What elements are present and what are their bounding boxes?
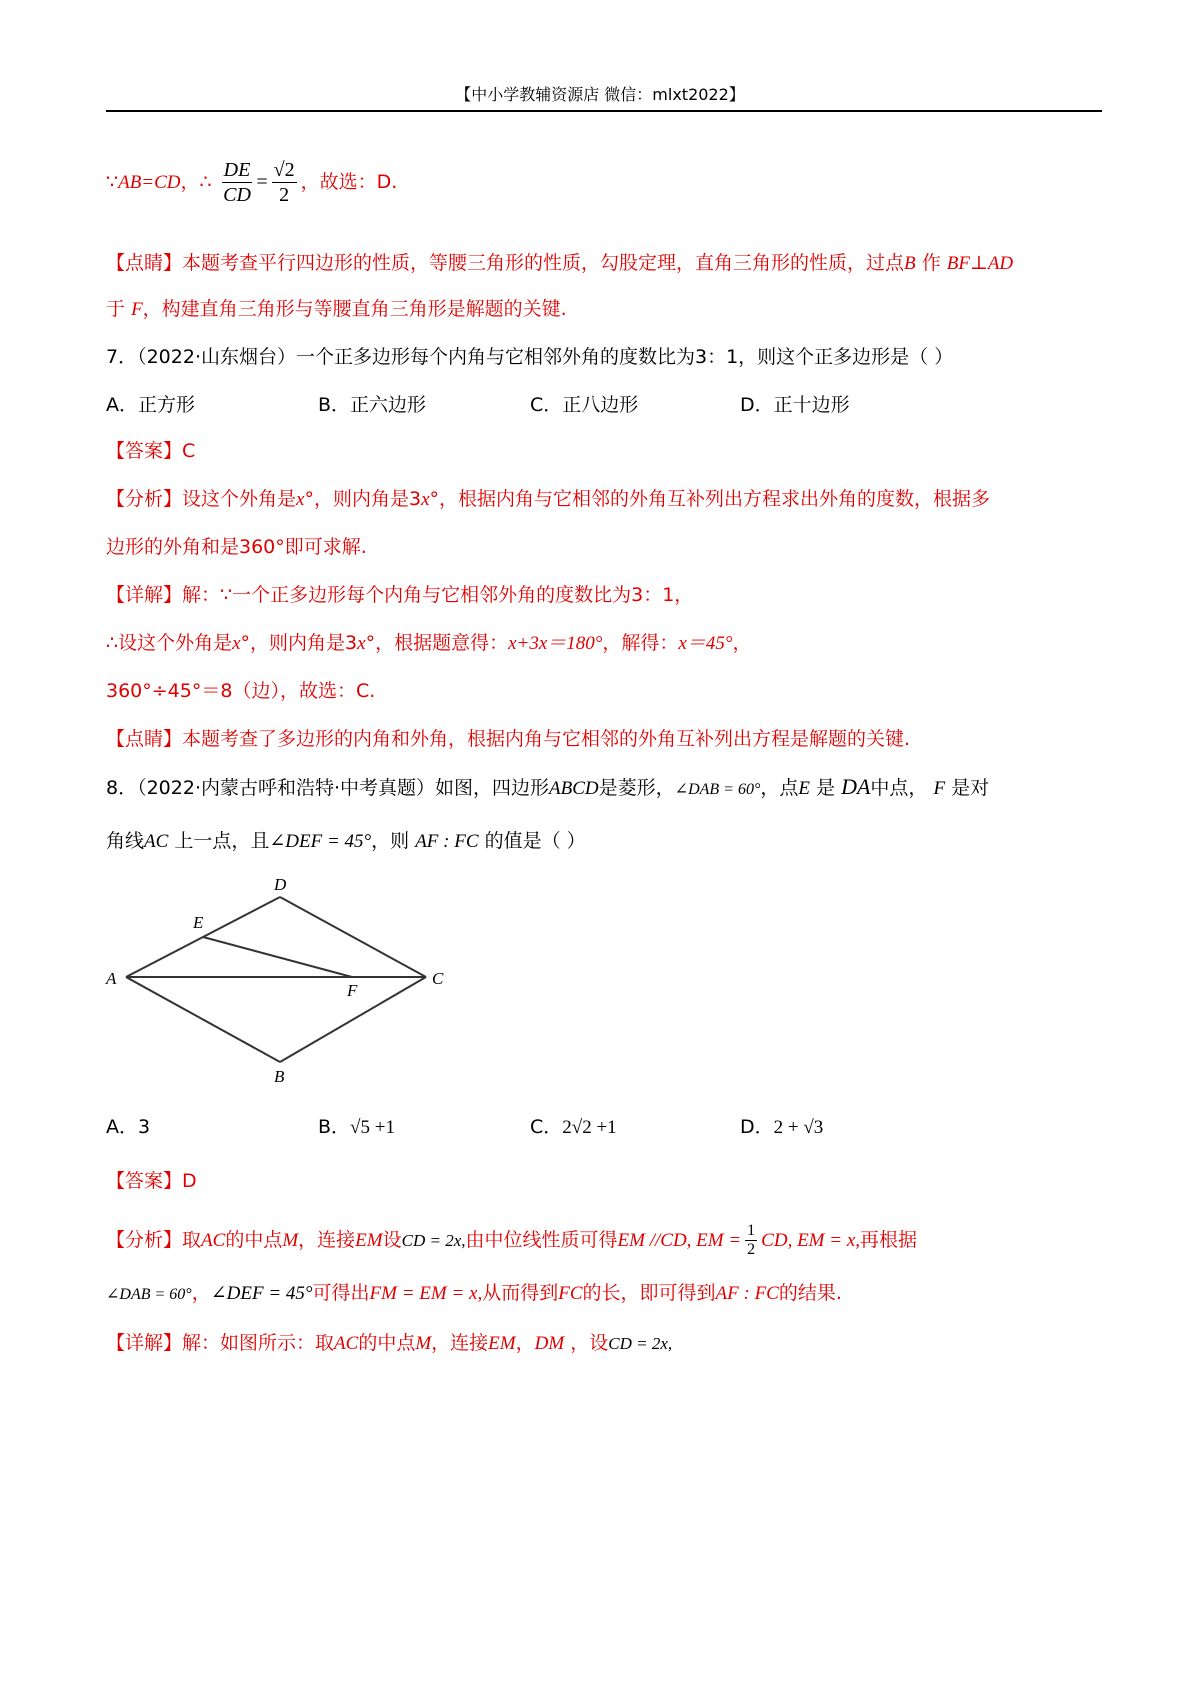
fraction-sqrt2-2 [272, 158, 297, 207]
analysis-text: ， [191, 1282, 211, 1304]
q7-detail-line2 [106, 628, 751, 659]
math-da: DA [841, 774, 871, 799]
math-f: F [131, 299, 143, 320]
equation-2: x＝45° [678, 633, 733, 654]
q7-option-c: C．正八边形 [530, 394, 639, 416]
analysis-text: 设这个外角是 [182, 488, 297, 510]
label-f: F [347, 981, 358, 1000]
dianjing-text: ，构建直角三角形与等腰直角三角形是解题的关键. [142, 298, 567, 320]
detail-text: ，设 [564, 1332, 609, 1354]
detail-text: ， [515, 1332, 535, 1354]
stem-text: 是 [816, 777, 836, 799]
answer-value: C [182, 440, 196, 462]
q8-analysis-line1 [106, 1222, 917, 1259]
detail-text: ， [732, 632, 752, 654]
math-em-x: CD, EM = x, [761, 1230, 861, 1251]
edge-ba [126, 977, 280, 1062]
math-abcd: ABCD [549, 778, 599, 799]
option-value: 3 [138, 1116, 151, 1138]
option-value: √5 +1 [350, 1117, 395, 1138]
detail-text: °，根据题意得： [365, 632, 509, 654]
stem-text: 上一点，且 [174, 830, 270, 852]
detail-text: ，连接 [431, 1332, 489, 1354]
math-dm: DM [534, 1333, 565, 1354]
stem-text: 的值是（ ） [484, 830, 586, 852]
prev-conclusion [106, 158, 397, 207]
analysis-text: 的结果. [778, 1282, 842, 1304]
stem-text: 是菱形， [598, 777, 675, 799]
frac-num: 1 [747, 1222, 756, 1239]
analysis-text: 取 [182, 1229, 202, 1251]
label-c: C [432, 969, 444, 988]
frac-den: 2 [747, 1241, 756, 1258]
label-d: D [274, 875, 287, 894]
q7-option-d: D．正十边形 [740, 394, 850, 416]
math-bf-perp-ad: BF⊥AD [946, 253, 1014, 274]
stem-text: 中点， [870, 777, 928, 799]
q7-answer [106, 436, 195, 466]
q8-stem-line1 [106, 772, 989, 805]
detail-text: 的中点 [358, 1332, 416, 1354]
q8-stem-line2 [106, 826, 586, 857]
q8-option-d [740, 1112, 823, 1143]
q7-detail-line3: 360°÷45°＝8（边），故选：C. [106, 680, 376, 702]
math-ratio: AF : FC [415, 831, 479, 852]
q8-option-c [530, 1112, 617, 1143]
fraction-de-cd [222, 158, 253, 207]
analysis-text: 由中位线性质可得 [465, 1229, 618, 1251]
answer-tag: 【答案】 [106, 440, 183, 462]
option-label: D． [740, 1116, 774, 1138]
fraction-half [745, 1222, 757, 1259]
answer-tag: 【答案】 [106, 1170, 183, 1192]
detail-tag: 【详解】 [106, 584, 183, 606]
math-ac: AC [201, 1230, 226, 1251]
dianjing-text: 于 [106, 298, 126, 320]
math-fc: FC [558, 1283, 583, 1304]
detail-text: ，解得： [602, 632, 679, 654]
analysis-text: 的中点 [225, 1229, 283, 1251]
detail-text: °，则内角是3 [240, 632, 358, 654]
math-x: x [232, 633, 241, 654]
analysis-text: 再根据 [860, 1229, 918, 1251]
option-label: A． [106, 1116, 138, 1138]
option-value: 2√2 +1 [562, 1117, 617, 1138]
label-a: A [106, 969, 117, 988]
math-f: F [933, 778, 946, 799]
detail-text: ∴设这个外角是 [106, 632, 233, 654]
analysis-text: 的长，即可得到 [582, 1282, 716, 1304]
stem-text: 角线 [106, 830, 145, 852]
analysis-text: 可得出 [312, 1282, 370, 1304]
analysis-tag: 【分析】 [106, 488, 183, 510]
stem-text: ，点 [760, 777, 799, 799]
q7-analysis-line2: 边形的外角和是360°即可求解. [106, 536, 367, 558]
dianjing-q6-line1 [106, 248, 1013, 279]
option-label: B． [318, 1116, 351, 1138]
dianjing-text: 本题考查了多边形的内角和外角，根据内角与它相邻的外角互补列出方程是解题的关键. [182, 728, 911, 750]
rhombus-figure [100, 872, 460, 1102]
frac-num: DE [223, 159, 251, 181]
q7-option-b: B．正六边形 [318, 394, 427, 416]
equation-1: x+3x＝180° [508, 633, 603, 654]
math-ac: AC [334, 1333, 359, 1354]
segment-ef [203, 937, 352, 977]
q7-stem: 7．（2022·山东烟台）一个正多边形每个内角与它相邻外角的度数比为3：1，则这个正多边形是（ ） [106, 346, 954, 368]
q8-detail-line1 [106, 1328, 672, 1359]
math-cd-2x: CD = 2x, [401, 1231, 466, 1250]
math-em: EM [355, 1230, 383, 1251]
math-m: M [415, 1333, 432, 1354]
math-ac: AC [144, 831, 169, 852]
q7-dianjing [106, 724, 910, 754]
analysis-text: °，则内角是3 [304, 488, 422, 510]
detail-text: 解：∵一个正多边形每个内角与它相邻外角的度数比为3：1， [182, 584, 694, 606]
math-fm-em-x: FM = EM = x, [369, 1283, 483, 1304]
therefore-symbol: ，∴ [180, 171, 212, 193]
math-angle-def: ∠DEF = 45° [210, 1283, 313, 1304]
q7-option-a: A．正方形 [106, 394, 195, 416]
frac-den: CD [223, 184, 251, 206]
math-em-parallel: EM //CD, EM = [617, 1230, 742, 1251]
option-value: 2 + √3 [773, 1117, 824, 1138]
stem-text: ，则 [371, 830, 410, 852]
page-header: 【中小学教辅资源店 微信：mlxt2022】 [455, 85, 745, 104]
math-em: EM [488, 1333, 516, 1354]
stem-text: 是对 [951, 777, 990, 799]
dianjing-q6-line2 [106, 294, 567, 325]
dianjing-tag: 【点睛】 [106, 252, 183, 274]
conclusion-tail: ，故选：D. [300, 171, 398, 193]
math-e: E [798, 778, 810, 799]
math-ratio: AF : FC [715, 1283, 779, 1304]
frac-num: √2 [273, 159, 295, 181]
math-x: x [421, 489, 430, 510]
analysis-tag: 【分析】 [106, 1229, 183, 1251]
q8-answer [106, 1166, 197, 1196]
stem-text: 8．（2022·内蒙古呼和浩特·中考真题）如图，四边形 [106, 777, 550, 799]
q8-option-b [318, 1112, 395, 1143]
math-m: M [282, 1230, 299, 1251]
math-b: B [904, 253, 916, 274]
dianjing-text: 作 [921, 252, 941, 274]
analysis-text: ，连接 [298, 1229, 356, 1251]
analysis-text: 设 [382, 1229, 402, 1251]
dianjing-text: 本题考查平行四边形的性质，等腰三角形的性质，勾股定理，直角三角形的性质，过点 [182, 252, 905, 274]
detail-text: 解：如图所示：取 [182, 1332, 335, 1354]
dianjing-tag: 【点睛】 [106, 728, 183, 750]
math-x: x [296, 489, 305, 510]
answer-value: D [182, 1170, 197, 1192]
math-angle-dab: ∠DAB = 60° [674, 781, 761, 798]
detail-tag: 【详解】 [106, 1332, 183, 1354]
analysis-text: 从而得到 [482, 1282, 559, 1304]
label-e: E [193, 913, 204, 932]
math-angle-dab: ∠DAB = 60° [106, 1286, 192, 1303]
frac-den: 2 [279, 184, 290, 206]
q7-analysis-line1 [106, 484, 990, 515]
analysis-text: °，根据内角与它相邻的外角互补列出方程求出外角的度数，根据多 [429, 488, 991, 510]
math-angle-def: ∠DEF = 45° [269, 831, 372, 852]
edge-dc [280, 897, 426, 977]
label-b: B [274, 1067, 285, 1086]
equals-sign: = [256, 171, 268, 193]
header-rule [106, 110, 1102, 112]
condition-text: AB=CD [118, 172, 181, 193]
option-label: C． [530, 1116, 563, 1138]
math-x: x [357, 633, 366, 654]
q8-analysis-line2 [106, 1278, 842, 1310]
math-cd-2x: CD = 2x, [608, 1334, 673, 1353]
q8-option-a [106, 1112, 150, 1142]
because-symbol: ∵ [106, 171, 119, 193]
q7-detail-line1 [106, 580, 693, 610]
